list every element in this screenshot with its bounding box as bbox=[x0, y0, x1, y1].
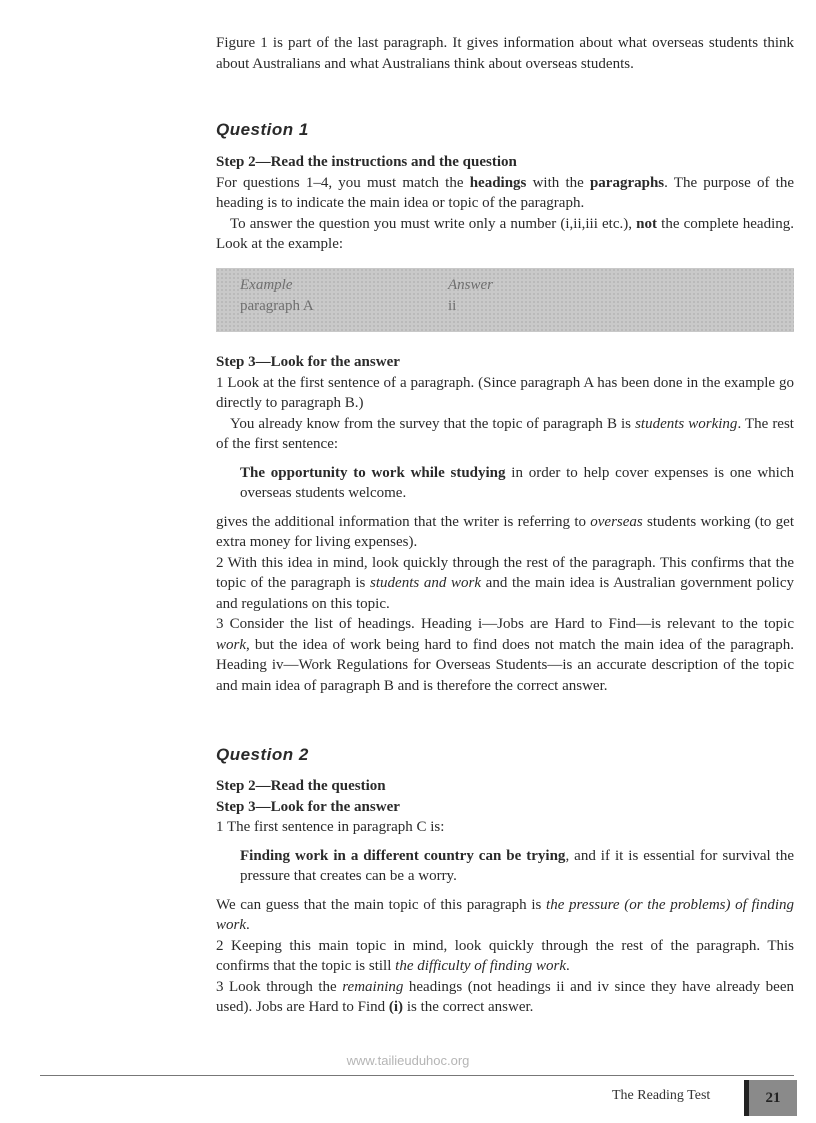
q2-point-2: 2 Keeping this main topic in mind, look quickly through the rest of the paragraph. This confirms that the topic is still the difficulty of finding work. bbox=[216, 937, 794, 974]
topic-note: You already know from the survey that the topic of paragraph B is students working. The rest of the first sentence: bbox=[216, 415, 794, 452]
additional-info: gives the additional information that the writer is referring to overseas students working (to get extra money for living expenses). bbox=[216, 513, 794, 550]
q2-step-3-heading: Step 3—Look for the answer bbox=[216, 798, 400, 815]
question-1-step-3 bbox=[216, 352, 794, 696]
question-2-section bbox=[216, 776, 794, 1018]
question-2-heading: Question 2 bbox=[216, 745, 309, 764]
step-3-point-1: 1 Look at the first sentence of a paragraph. (Since paragraph A has been done in the example go directly to paragraph B.) bbox=[216, 374, 794, 411]
answer-instructions: To answer the question you must write only a number (i,ii,iii etc.), not the complete heading. Look at the example: bbox=[216, 215, 794, 252]
q2-quoted-sentence: Finding work in a different country can be trying, and if it is essential for survival the pressure that creates can be a worry. bbox=[240, 847, 794, 884]
question-1-heading: Question 1 bbox=[216, 120, 309, 139]
example-box bbox=[216, 268, 794, 332]
answer-value: ii bbox=[448, 298, 457, 314]
answer-label: Answer bbox=[448, 277, 493, 293]
instructions-paragraph: For questions 1–4, you must match the headings with the paragraphs. The purpose of the heading is to indicate the main idea or topic of the paragraph. bbox=[216, 174, 794, 211]
quoted-sentence: The opportunity to work while studying in order to help cover expenses is one which overseas students welcome. bbox=[240, 464, 794, 501]
example-label: Example bbox=[240, 277, 293, 293]
example-value: paragraph A bbox=[240, 298, 314, 314]
watermark: www.tailieuduhoc.org bbox=[346, 1053, 470, 1068]
footer-section-title: The Reading Test bbox=[612, 1088, 711, 1103]
page-number: 21 bbox=[744, 1080, 797, 1116]
footer-divider bbox=[40, 1075, 794, 1076]
question-1-section bbox=[216, 152, 794, 255]
step-2-heading: Step 2—Read the instructions and the question bbox=[216, 154, 517, 170]
step-3-point-3: 3 Consider the list of headings. Heading i—Jobs are Hard to Find—is relevant to the topic work, but the idea of work being hard to find does not match the main idea of the paragraph. Heading iv—Work Regulations for Overseas Students—is an accurate description of the topic and main idea of paragraph B and is therefore the correct answer. bbox=[216, 616, 794, 694]
q2-point-3: 3 Look through the remaining headings (not headings ii and iv since they have already been used). Jobs are Hard to Find (i) is the correct answer. bbox=[216, 978, 794, 1015]
q2-step-2-heading: Step 2—Read the question bbox=[216, 778, 386, 794]
intro-paragraph: Figure 1 is part of the last paragraph. It gives information about what overseas students think about Australians and what Australians think about overseas students. bbox=[216, 35, 794, 72]
q2-point-1: 1 The first sentence in paragraph C is: bbox=[216, 819, 445, 835]
step-3-point-2: 2 With this idea in mind, look quickly through the rest of the paragraph. This confirms that the topic of the paragraph is students and work and the main idea is Australian government policy and regulations on this topic. bbox=[216, 554, 795, 612]
q2-topic-guess: We can guess that the main topic of this paragraph is the pressure (or the problems) of finding work. bbox=[216, 896, 794, 933]
step-3-heading: Step 3—Look for the answer bbox=[216, 354, 400, 370]
